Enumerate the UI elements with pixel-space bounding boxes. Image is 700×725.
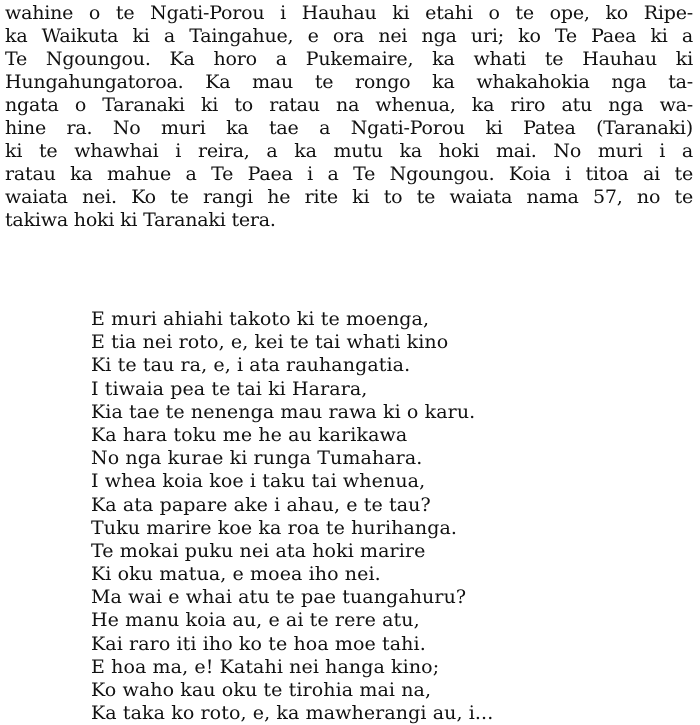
poem-line: E muri ahiahi takoto ki te moenga, xyxy=(91,308,430,330)
poem-line: Ka hara toku me he au karikawa xyxy=(91,423,408,446)
poem-line: Kia tae te nenenga mau rawa ki o karu. xyxy=(91,400,476,423)
poem-line: No nga kurae ki runga Tumahara. xyxy=(91,447,423,470)
poem-line: I tiwaia pea te tai ki Harara, xyxy=(91,377,368,400)
poem-line: Ki te tau ra, e, i ata rauhangatia. xyxy=(91,354,411,377)
poem-line: E tia nei roto, e, kei te tai whati kino xyxy=(91,331,449,354)
poem-line: Ka taka ko roto, e, ka mawherangi au, i... xyxy=(91,702,494,725)
poem-line: Ma wai e whai atu te pae tuangahuru? xyxy=(91,586,467,609)
poem-line: He manu koia au, e ai te rere atu, xyxy=(91,609,420,632)
prose-line: Te Ngoungou. Ka horo a Pukemaire, ka whati te Hauhau ki xyxy=(5,48,693,70)
prose-line: ki te whawhai i reira, a ka mutu ka hoki mai. No muri i a xyxy=(5,140,693,162)
poem-line: Kai raro iti iho ko te hoa moe tahi. xyxy=(91,632,426,655)
prose-line: ngata o Taranaki ki to ratau na whenua, ka riro atu nga wa- xyxy=(5,94,693,116)
poem-line: Te mokai puku nei ata hoki marire xyxy=(91,539,426,562)
prose-line: waiata nei. Ko te rangi he rite ki to te waiata nama 57, no te xyxy=(5,186,693,208)
prose-line: wahine o te Ngati-Porou i Hauhau ki etahi o te ope, ko Ripe- xyxy=(5,2,693,24)
waiata-poem xyxy=(91,308,691,725)
poem-line: Tuku marire koe ka roa te hurihanga. xyxy=(91,516,458,539)
prose-line: ka Waikuta ki a Taingahue, e ora nei nga uri; ko Te Paea ki a xyxy=(5,25,693,47)
prose-line: takiwa hoki ki Taranaki tera. xyxy=(5,209,276,231)
prose-line: ratau ka mahue a Te Paea i a Te Ngoungou. Koia i titoa ai te xyxy=(5,163,693,185)
poem-line: Ka ata papare ake i ahau, e te tau? xyxy=(91,493,431,516)
poem-line: I whea koia koe i taku tai whenua, xyxy=(91,470,426,493)
poem-line: E hoa ma, e! Katahi nei hanga kino; xyxy=(91,655,440,678)
prose-line: Hungahungatoroa. Ka mau te rongo ka whakahokia nga ta- xyxy=(5,71,693,93)
prose-line: hine ra. No muri ka tae a Ngati-Porou ki Patea (Taranaki) xyxy=(5,117,693,139)
poem-line: Ki oku matua, e moea iho nei. xyxy=(91,563,381,586)
prose-paragraph xyxy=(5,2,693,232)
poem-line: Ko waho kau oku te tirohia mai na, xyxy=(91,679,432,701)
